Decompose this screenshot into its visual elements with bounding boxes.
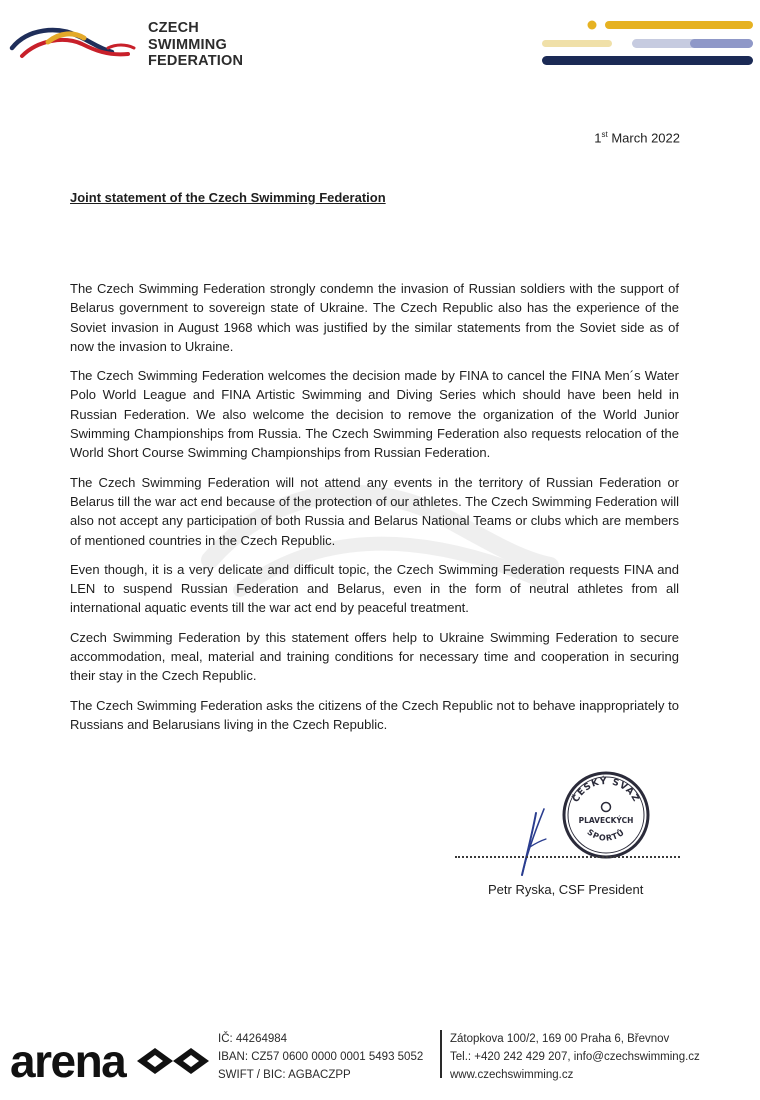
statement-title: Joint statement of the Czech Swimming Federation — [70, 190, 386, 205]
footer-registration-info — [218, 1030, 423, 1084]
statement-paragraph: The Czech Swimming Federation welcomes the decision made by FINA to cancel the FINA Men´s Water Polo World League and FINA Artistic Swimming and Diving Series which should have been held in Russian Federation. We also welcome the decision to remove the organization of the World Junior Swimming Championships from Russia. The Czech Swimming Federation also requests relocation of the World Short Course Swimming Championships from Russian Federation. — [70, 368, 679, 461]
date-month-year: March 2022 — [607, 130, 680, 146]
statement-paragraph: Even though, it is a very delicate and difficult topic, the Czech Swimming Federation requests FINA and LEN to suspend Russian Federation and Belarus, even in the form of neutral athletes from all international aquatic events till the war act end by peaceful treatment. — [70, 561, 679, 616]
federation-logo — [8, 14, 258, 74]
footer-swift: SWIFT / BIC: AGBACZPP — [218, 1069, 351, 1081]
federation-name-line: SWIMMING — [148, 36, 227, 53]
handwritten-signature — [500, 805, 570, 880]
svg-text:SPORTŮ: SPORTŮ — [585, 827, 627, 843]
statement-paragraph: The Czech Swimming Federation strongly condemn the invasion of Russian soldiers with the support of Belarus government to sovereign state of Ukraine. The Czech Republic also has the experience of the Soviet invasion in August 1968 which was justified by the similar statements from the Soviet side as of now the invasion to Ukraine. — [70, 281, 679, 354]
letter-date — [594, 130, 680, 145]
federation-name-line: FEDERATION — [148, 53, 244, 69]
arena-diamond-logo-icon — [135, 1046, 211, 1076]
footer-ic: IČ: 44264984 — [218, 1033, 288, 1045]
footer-contact-info — [450, 1030, 700, 1084]
statement-paragraph: The Czech Swimming Federation asks the citizens of the Czech Republic not to behave inappropriately to Russians and Belarusians living in the Czech Republic. — [70, 697, 679, 732]
signer-name: Petr Ryska, CSF President — [488, 882, 644, 897]
footer-iban: IBAN: CZ57 0600 0000 0001 5493 5052 — [218, 1051, 424, 1063]
federation-name — [148, 20, 243, 70]
statement-body — [70, 279, 679, 744]
footer-address: Zátopkova 100/2, 169 00 Praha 6, Břevnov — [450, 1033, 670, 1045]
svg-text:ČESKÝ SVAZ: ČESKÝ SVAZ — [571, 776, 641, 805]
date-day: 1 — [594, 130, 602, 146]
signature-line — [455, 856, 680, 858]
official-stamp — [561, 770, 651, 860]
federation-name-line: CZECH — [148, 20, 199, 36]
swimmer-wave-logo-icon — [8, 22, 138, 66]
statement-paragraph: The Czech Swimming Federation will not attend any events in the territory of Russian Federation or Belarus till the war act end because of the protection of our athletes. The Czech Swimming Federation will also not accept any participation of both Russia and Belarus National Teams or clubs which are members of mentioned countries in the Czech Republic. — [70, 474, 679, 548]
color-stripes-icon — [540, 18, 755, 68]
footer-divider — [440, 1030, 442, 1078]
date-suffix: st — [601, 130, 608, 139]
arena-sponsor-logo: arena — [10, 1035, 126, 1087]
footer-phone-email: Tel.: +420 242 429 207, info@czechswimming.cz — [450, 1051, 700, 1063]
statement-paragraph: Czech Swimming Federation by this statement offers help to Ukraine Swimming Federation to secure accommodation, meal, material and training conditions for necessary time and cooperation in securing their stay in the Czech Republic. — [70, 629, 679, 684]
svg-text:PLAVECKÝCH: PLAVECKÝCH — [578, 816, 634, 825]
footer-website: www.czechswimming.cz — [450, 1069, 574, 1081]
